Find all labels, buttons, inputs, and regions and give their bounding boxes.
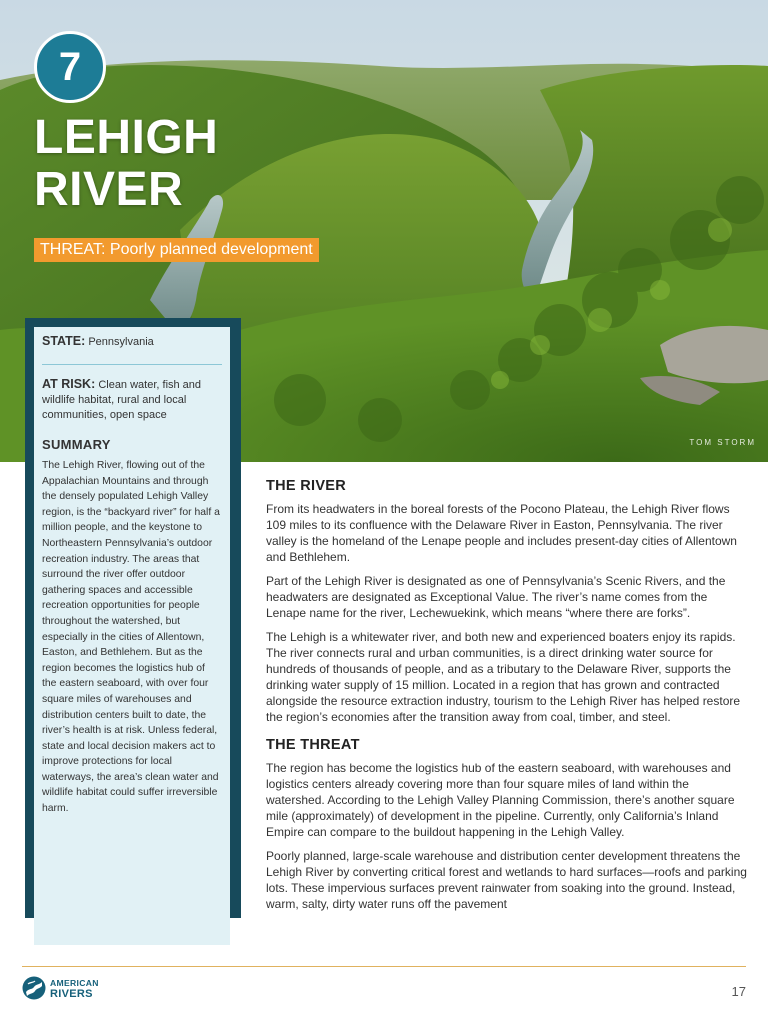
logo-wordmark [50, 979, 99, 1000]
river-paragraph-2: Part of the Lehigh River is designated as one of Pennsylvania’s Scenic Rivers, and the headwaters are designated as Exceptional Value. The river’s name comes from the Lenape name for the river, Lechewuekink, which means “where there are forks”. [266, 574, 726, 620]
river-paragraph-1: From its headwaters in the boreal forests of the Pocono Plateau, the Lehigh River flows 109 miles to its confluence with the Delaware River in Easton, Pennsylvania. The river valley is the homeland of the Lenape people and includes present-day cities of Allentown and Bethlehem. [266, 502, 737, 564]
threat-paragraph-2: Poorly planned, large-scale warehouse and distribution center development threatens the Lehigh River by converting critical forest and wetlands to hard surfaces—roofs and parking lots. These impervious surfaces prevent rainwater from soaking into the ground. Instead, warm, salty, dirty water runs off the pavement [266, 849, 747, 911]
river-heading: THE RIVER [266, 478, 347, 494]
main-column [266, 478, 750, 920]
footer-divider [22, 966, 746, 967]
american-rivers-logo [22, 976, 102, 1000]
page-title [34, 112, 334, 216]
threat-label: THREAT: Poorly planned development [34, 238, 319, 262]
state-label: STATE: [42, 334, 86, 348]
river-paragraph-3: The Lehigh is a whitewater river, and both new and experienced boaters enjoy its rapids. The river connects rural and urban communities, is a direct drinking water source for hundreds of thousands of people, and as a tributary to the Delaware River, supports the drinking water supply of 15 million. Located in a region that has grown and contracted alongside the resource extraction industry, tourism to the Lehigh River has helped restore the region’s economies after the transition away from coal, timber, and steel. [266, 630, 741, 724]
rank-number-badge: 7 [34, 31, 106, 103]
at-risk-row [42, 377, 222, 423]
title-line-1: LEHIGH [34, 111, 219, 164]
info-sidebox [34, 327, 230, 945]
logo-line-2: RIVERS [50, 988, 93, 1000]
title-line-2: RIVER [34, 163, 184, 216]
summary-heading: SUMMARY [42, 437, 111, 452]
sidebox-divider [42, 364, 222, 365]
threat-paragraph-1: The region has become the logistics hub of the eastern seaboard, with warehouses and logistics centers already covering more than four square miles of land within the watershed. According to the Lehigh Valley Planning Commission, there’s another square mile (approximately) of development in the pipeline. Currently, only California’s Inland Empire can compare to the buildout happening in the Lehigh Valley. [266, 761, 735, 839]
river-logo-icon [22, 976, 46, 1000]
state-value: Pennsylvania [88, 336, 154, 348]
threat-heading: THE THREAT [266, 737, 360, 753]
state-row [42, 334, 222, 350]
at-risk-label: AT RISK: [42, 377, 96, 391]
logo-line-1: AMERICAN [50, 978, 99, 988]
photo-credit: TOM STORM [689, 438, 756, 447]
at-risk-value: Clean water, fish and wildlife habitat, rural and local communities, open space [42, 379, 202, 421]
page-number: 17 [731, 984, 746, 999]
summary-text: The Lehigh River, flowing out of the Appalachian Mountains and through the densely populated Lehigh Valley region, is the “backyard river” for half a million people, and the keystone to Northeastern Pennsylvania’s outdoor recreation industry. The areas that surround the river offer outdoor gathering spaces and accessible recreation opportunities for people throughout the watershed, but especially in the cities of Allentown, Easton, and Bethlehem. But as the region becomes the logistics hub of the eastern seaboard, with over four square miles of warehouses and distribution centers built to date, the river’s health is at risk. Unless federal, state and local decision makers act to improve protections for local waterways, the area’s clean water and wildlife habitat could suffer irreversible harm. [42, 460, 220, 815]
